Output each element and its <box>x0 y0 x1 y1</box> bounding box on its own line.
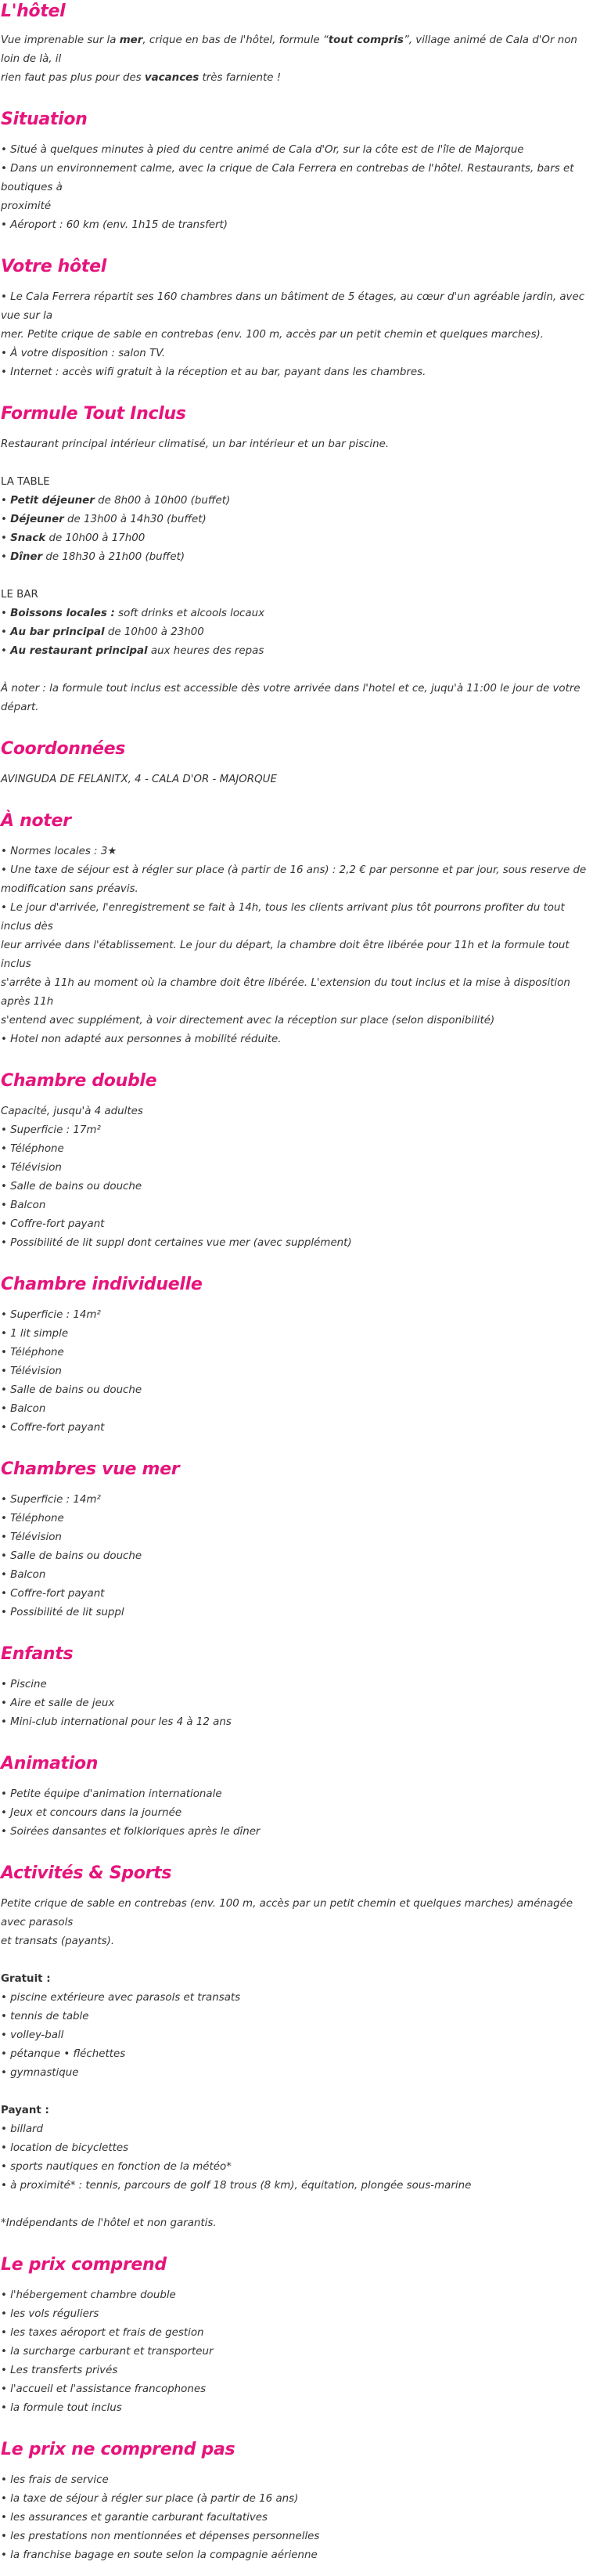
section-votre-hotel <box>1 255 591 382</box>
section-chambre-individuelle <box>1 1273 591 1438</box>
list-item: • Possibilité de lit suppl <box>1 1607 124 1618</box>
hotel-intro-text: ”, village animé de Cala d'Or non loin de là, il <box>1 34 577 65</box>
list-item: • les vols réguliers <box>1 2308 99 2320</box>
formule-bar-heading: LE BAR <box>1 589 38 601</box>
section-title-prix-ne-comprend: Le prix ne comprend pas <box>1 2440 235 2459</box>
list-item <box>1 529 591 548</box>
list-item: • Balcon <box>1 1200 46 1211</box>
address-text: AVINGUDA DE FELANITX, 4 - CALA D'OR - MAJORQUE <box>1 774 277 785</box>
section-title-a-noter: À noter <box>1 811 71 831</box>
list-item: • Les transferts privés <box>1 2365 118 2376</box>
bullet: • <box>1 514 11 525</box>
list-item: leur arrivée dans l'établissement. Le jour du départ, la chambre doit être libérée pour 11h et la formule tout inclus <box>1 940 570 970</box>
list-item-label: Déjeuner <box>10 514 64 525</box>
list-item: et transats (payants). <box>1 1936 115 1947</box>
bullet: • <box>1 551 11 563</box>
list-item: • À votre disposition : salon TV. <box>1 348 166 359</box>
situation-list <box>1 141 591 235</box>
list-item: proximité <box>1 200 52 212</box>
section-title-situation: Situation <box>1 110 88 129</box>
list-item: • les taxes aéroport et frais de gestion <box>1 2327 204 2339</box>
hotel-intro-line-1 <box>1 31 591 69</box>
list-item-label: Dîner <box>10 551 43 563</box>
list-item-label: Au bar principal <box>10 626 105 638</box>
list-item <box>1 642 591 661</box>
section-activites <box>1 1862 591 2233</box>
list-item: • Balcon <box>1 1569 46 1581</box>
section-title-hotel: L'hôtel <box>1 2 66 21</box>
list-item: s'arrête à 11h au moment où la chambre doit être libérée. L'extension du tout inclus et la mise à disposition après 11h <box>1 977 570 1008</box>
gratuit-list <box>1 1989 591 2083</box>
spacer <box>1 567 591 586</box>
list-item: modification sans préavis. <box>1 883 138 895</box>
hotel-intro-bold-tout-compris: tout compris <box>328 34 404 46</box>
list-item: • Salle de bains ou douche <box>1 1384 142 1396</box>
bullet: • <box>1 626 11 638</box>
list-item: • la franchise bagage en soute selon la compagnie aérienne <box>1 2549 318 2561</box>
payant-heading: Payant : <box>1 2105 49 2116</box>
section-title-enfants: Enfants <box>1 1644 74 1664</box>
section-title-activites: Activités & Sports <box>1 1863 172 1883</box>
list-item: s'entend avec supplément, à voir directement avec la réception sur place (selon disponibilité) <box>1 1015 495 1026</box>
list-item-value: de 13h00 à 14h30 (buffet) <box>63 514 207 525</box>
list-item: • Superficie : 14m² <box>1 1494 101 1506</box>
list-item-value: de 10h00 à 23h00 <box>104 626 204 638</box>
list-item: • Balcon <box>1 1403 46 1415</box>
spacer <box>1 2195 591 2214</box>
hotel-intro-bold-mer: mer <box>119 34 143 46</box>
hotel-intro-bold-vacances: vacances <box>144 72 199 84</box>
list-item: • Jeux et concours dans la journée <box>1 1807 182 1819</box>
bullet: • <box>1 495 11 507</box>
list-item-value: soft drinks et alcools locaux <box>114 608 265 619</box>
animation-list <box>1 1785 591 1842</box>
section-title-prix-comprend: Le prix comprend <box>1 2255 167 2275</box>
formule-intro: Restaurant principal intérieur climatisé, un bar intérieur et un bar piscine. <box>1 438 390 450</box>
list-item: • Hotel non adapté aux personnes à mobilité réduite. <box>1 1034 282 1045</box>
chambre-double-list <box>1 1102 591 1253</box>
gratuit-heading: Gratuit : <box>1 1973 51 1985</box>
list-item <box>1 548 591 567</box>
list-item: • Coffre-fort payant <box>1 1588 105 1600</box>
chambres-vue-mer-list <box>1 1491 591 1622</box>
list-item <box>1 492 591 511</box>
section-title-chambre-individuelle: Chambre individuelle <box>1 1275 203 1294</box>
list-item: • Aire et salle de jeux <box>1 1697 115 1709</box>
section-title-formule: Formule Tout Inclus <box>1 404 186 424</box>
list-item-label: Boissons locales : <box>10 608 115 619</box>
enfants-list <box>1 1676 591 1732</box>
list-item: • Mini-club international pour les 4 à 12 ans <box>1 1716 232 1728</box>
list-item: • les frais de service <box>1 2474 109 2486</box>
list-item: • sports nautiques en fonction de la météo* <box>1 2161 232 2173</box>
list-item: • Télévision <box>1 1366 62 1377</box>
bullet: • <box>1 532 11 544</box>
list-item: • Salle de bains ou douche <box>1 1181 142 1192</box>
list-item: • la formule tout inclus <box>1 2402 122 2414</box>
section-title-chambres-vue-mer: Chambres vue mer <box>1 1459 180 1479</box>
list-item: • gymnastique <box>1 2067 79 2079</box>
hotel-intro-text: , crique en bas de l'hôtel, formule “ <box>142 34 329 46</box>
section-prix-ne-comprend <box>1 2438 591 2565</box>
list-item: • Télévision <box>1 1532 62 1543</box>
list-item: • Téléphone <box>1 1347 64 1358</box>
list-item-value: aux heures des repas <box>147 645 264 657</box>
list-item: • Possibilité de lit suppl dont certaines vue mer (avec supplément) <box>1 1237 352 1249</box>
list-item-label: Petit déjeuner <box>10 495 95 507</box>
list-item: • volley-ball <box>1 2029 64 2041</box>
list-item: • Dans un environnement calme, avec la crique de Cala Ferrera en contrebas de l'hôtel. Restaurants, bars et boutiques à <box>1 163 574 193</box>
bullet: • <box>1 608 11 619</box>
payant-list <box>1 2120 591 2195</box>
list-item: • Internet : accès wifi gratuit à la réception et au bar, payant dans les chambres. <box>1 366 426 378</box>
spacer <box>1 1951 591 1970</box>
list-item: • Téléphone <box>1 1143 64 1155</box>
section-chambres-vue-mer <box>1 1458 591 1622</box>
list-item: • la surcharge carburant et transporteur <box>1 2346 214 2358</box>
list-item: • les prestations non mentionnées et dépenses personnelles <box>1 2531 320 2542</box>
list-item: • à proximité* : tennis, parcours de golf 18 trous (8 km), équitation, plongée sous-marine <box>1 2180 472 2192</box>
list-item: • Situé à quelques minutes à pied du centre animé de Cala d'Or, sur la côte est de l'île de Majorque <box>1 144 524 156</box>
formule-bar-list <box>1 604 591 661</box>
formule-table-list <box>1 492 591 567</box>
hotel-intro-text: rien faut pas plus pour des <box>1 72 145 84</box>
chambre-individuelle-list <box>1 1306 591 1438</box>
list-item: • Salle de bains ou douche <box>1 1550 142 1562</box>
section-formule <box>1 402 591 717</box>
section-hotel <box>1 0 591 88</box>
list-item: • la taxe de séjour à régler sur place (à partir de 16 ans) <box>1 2493 299 2505</box>
list-item: mer. Petite crique de sable en contrebas (env. 100 m, accès par un petit chemin et quelques marches). <box>1 329 544 341</box>
a-noter-list <box>1 842 591 1049</box>
list-item: • Téléphone <box>1 1513 64 1524</box>
list-item: • Piscine <box>1 1679 47 1690</box>
list-item: • location de bicyclettes <box>1 2142 129 2154</box>
list-item: • Soirées dansantes et folkloriques après le dîner <box>1 1826 261 1838</box>
prix-comprend-list <box>1 2286 591 2418</box>
list-item-label: Snack <box>10 532 46 544</box>
list-item: • Une taxe de séjour est à régler sur place (à partir de 16 ans) : 2,2 € par personne et par jour, sous reserve de <box>1 864 587 876</box>
prix-ne-comprend-list <box>1 2471 591 2565</box>
list-item: • billard <box>1 2123 44 2135</box>
list-item: • Petite équipe d'animation internationale <box>1 1788 222 1800</box>
section-title-animation: Animation <box>1 1754 99 1773</box>
list-item-value: de 18h30 à 21h00 (buffet) <box>42 551 185 563</box>
bullet: • <box>1 645 11 657</box>
list-item: • Coffre-fort payant <box>1 1218 105 1230</box>
list-item: • Télévision <box>1 1162 62 1174</box>
list-item: • Le Cala Ferrera répartit ses 160 chambres dans un bâtiment de 5 étages, au cœur d'un agréable jardin, avec vue sur la <box>1 291 585 322</box>
formule-table-heading: LA TABLE <box>1 476 50 488</box>
hotel-intro-text: Vue imprenable sur la <box>1 34 120 46</box>
spacer <box>1 454 591 473</box>
list-item: • les assurances et garantie carburant facultatives <box>1 2512 268 2524</box>
section-title-chambre-double: Chambre double <box>1 1071 157 1091</box>
section-animation <box>1 1752 591 1842</box>
list-item: • Coffre-fort payant <box>1 1422 105 1434</box>
list-item: • Normes locales : 3★ <box>1 846 117 857</box>
spacer <box>1 661 591 680</box>
list-item-value: de 10h00 à 17h00 <box>45 532 146 544</box>
list-item: Capacité, jusqu'à 4 adultes <box>1 1106 143 1117</box>
list-item-label: Au restaurant principal <box>10 645 148 657</box>
list-item: Petite crique de sable en contrebas (env. 100 m, accès par un petit chemin et quelques marches) aménagée avec parasols <box>1 1898 573 1928</box>
section-situation <box>1 108 591 235</box>
list-item: • piscine extérieure avec parasols et transats <box>1 1992 241 2004</box>
activites-footnote: *Indépendants de l'hôtel et non garantis. <box>1 2217 217 2229</box>
list-item-value: de 8h00 à 10h00 (buffet) <box>94 495 231 507</box>
spacer <box>1 2083 591 2102</box>
list-item: • l'hébergement chambre double <box>1 2289 176 2301</box>
list-item: • pétanque • fléchettes <box>1 2048 126 2060</box>
votre-hotel-list <box>1 288 591 382</box>
hotel-intro-line-2 <box>1 69 591 88</box>
list-item: • Le jour d'arrivée, l'enregistrement se fait à 14h, tous les clients arrivant plus tôt pourrons profiter du tout inclus dès <box>1 902 565 933</box>
section-prix-comprend <box>1 2253 591 2418</box>
section-chambre-double <box>1 1070 591 1253</box>
list-item <box>1 511 591 529</box>
hotel-intro-text: très farniente ! <box>199 72 282 84</box>
list-item: • Superficie : 14m² <box>1 1309 101 1321</box>
list-item <box>1 623 591 642</box>
section-enfants <box>1 1643 591 1732</box>
activites-intro <box>1 1895 591 1951</box>
section-title-votre-hotel: Votre hôtel <box>1 257 106 276</box>
list-item: • 1 lit simple <box>1 1328 69 1340</box>
list-item: • tennis de table <box>1 2011 89 2022</box>
section-a-noter <box>1 810 591 1049</box>
section-title-coordonnees: Coordonnées <box>1 739 126 759</box>
list-item: • Aéroport : 60 km (env. 1h15 de transfert) <box>1 219 228 231</box>
list-item: • Superficie : 17m² <box>1 1124 101 1136</box>
list-item <box>1 604 591 623</box>
list-item: • l'accueil et l'assistance francophones <box>1 2383 207 2395</box>
formule-note: À noter : la formule tout inclus est accessible dès votre arrivée dans l'hotel et ce, juqu'à 11:00 le jour de votre départ. <box>1 683 580 713</box>
section-coordonnees <box>1 738 591 789</box>
